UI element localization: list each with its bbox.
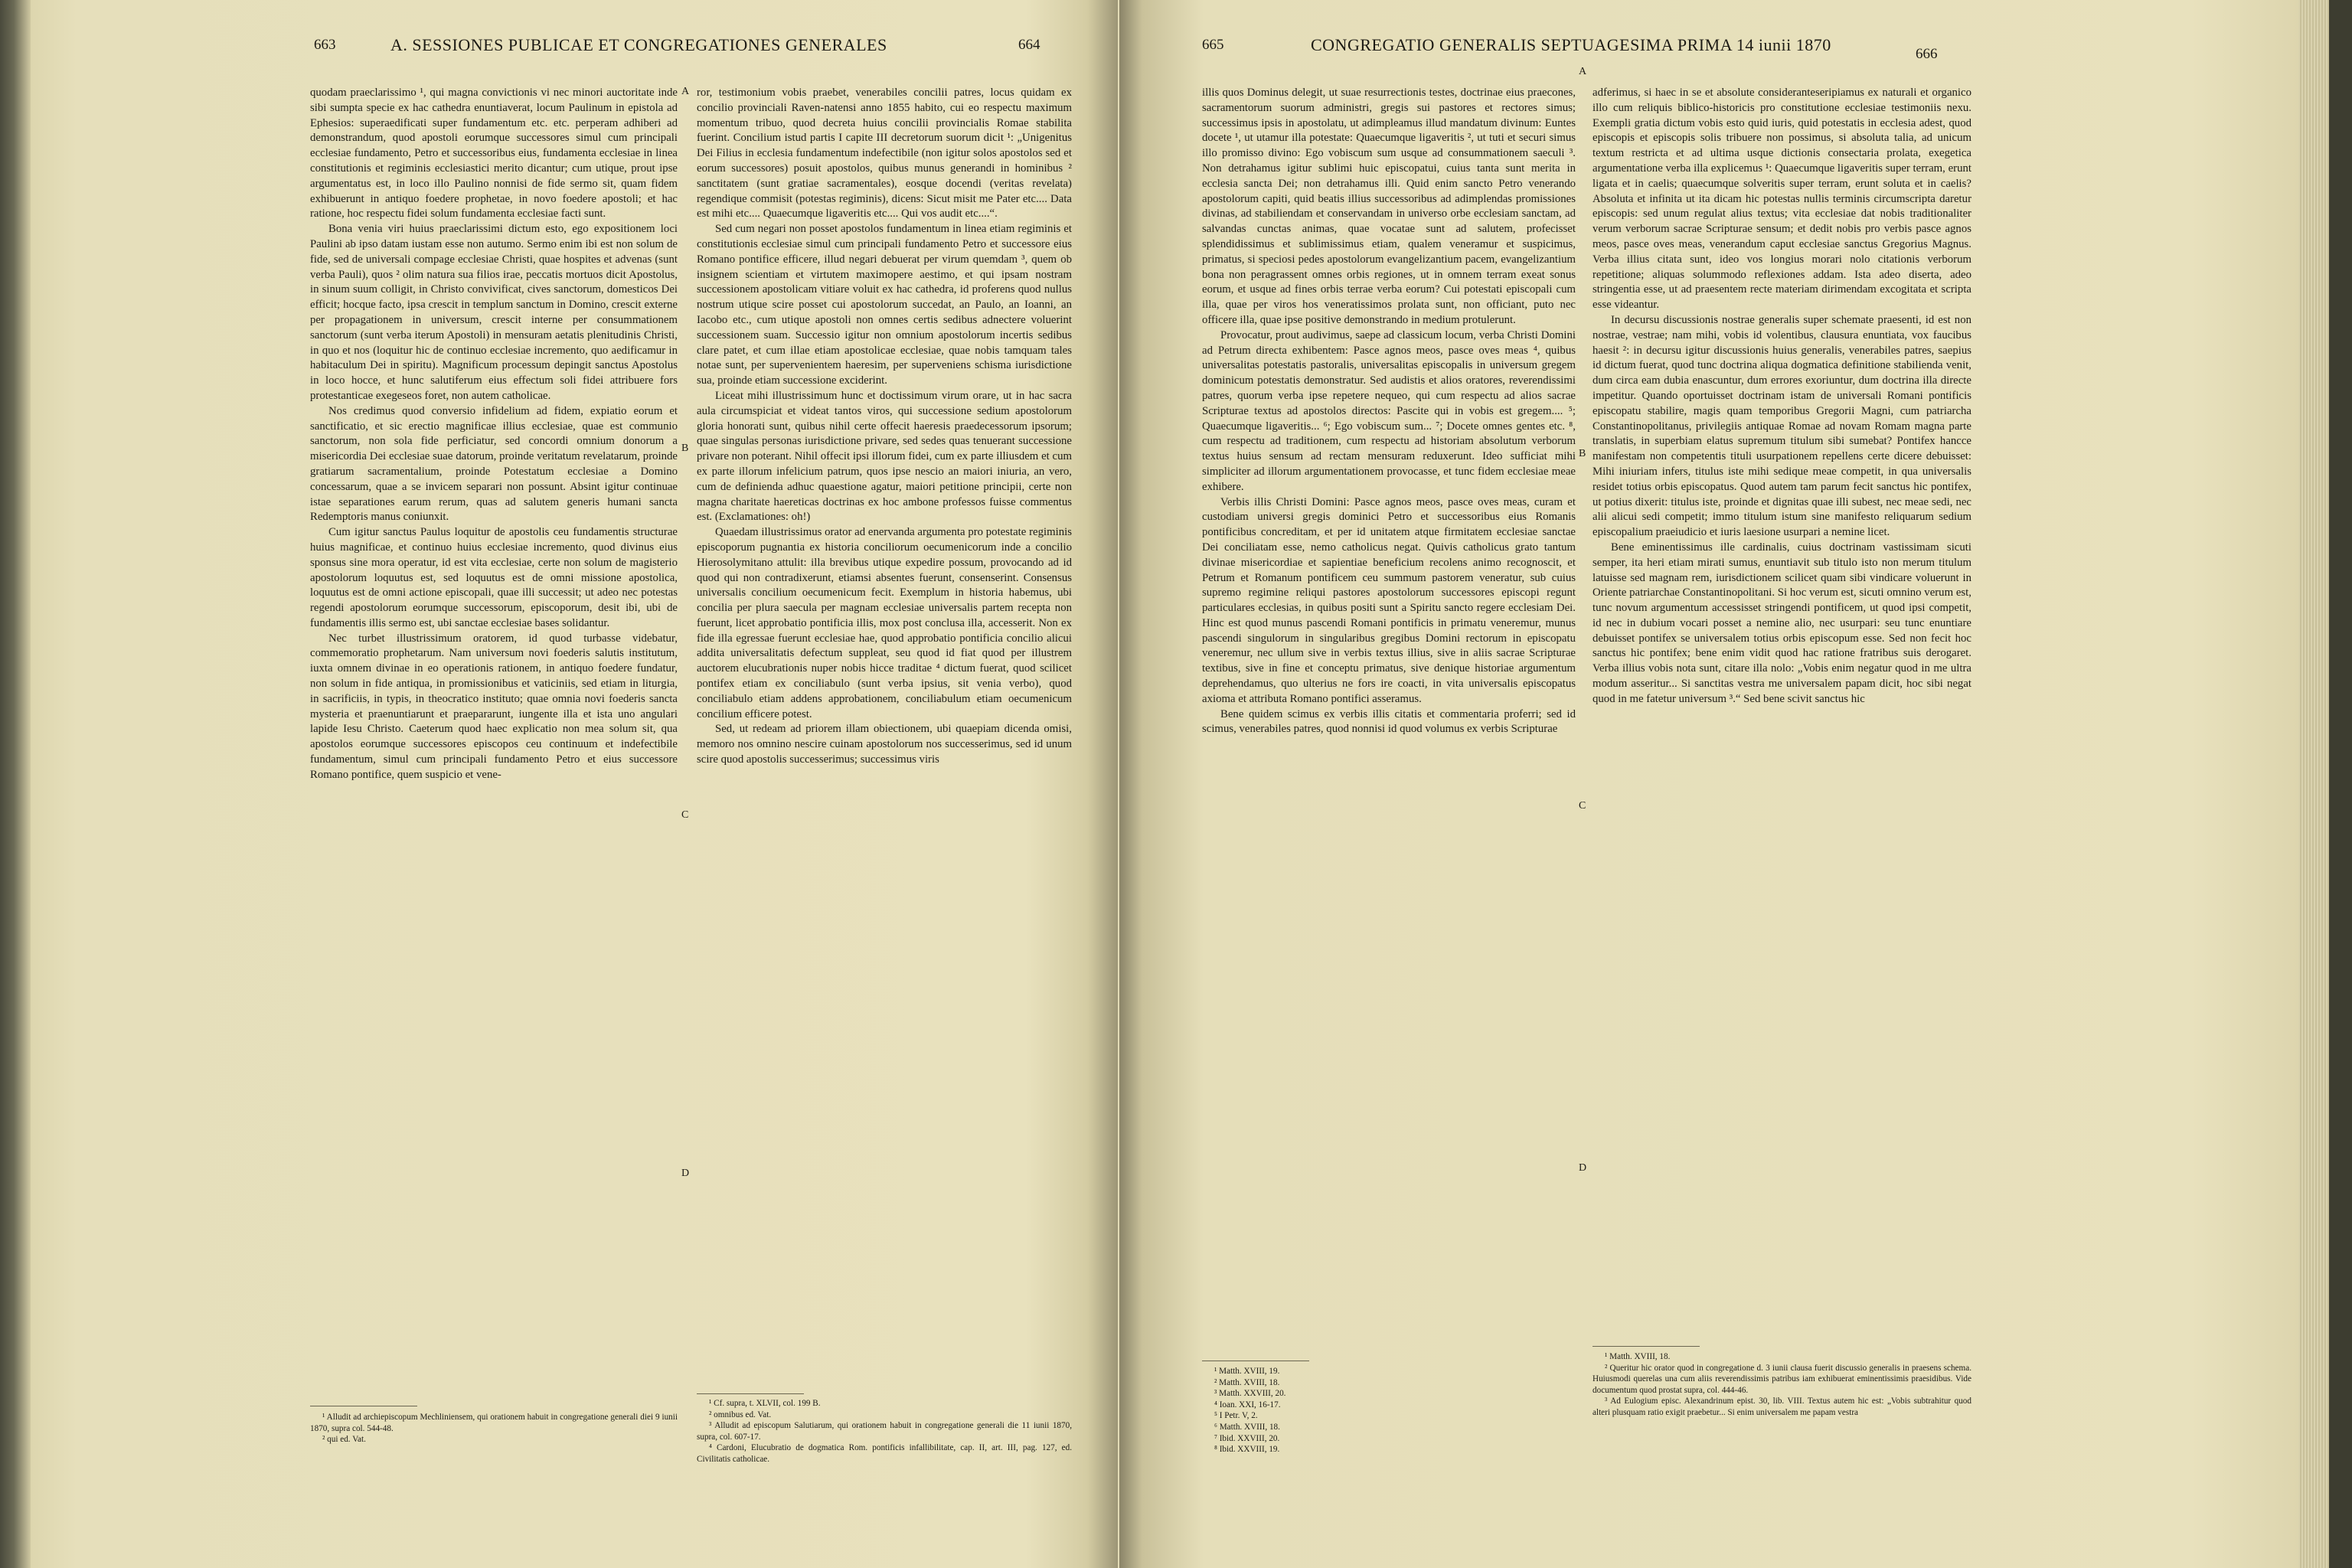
margin-letter: C (681, 809, 689, 821)
footnote: ² omnibus ed. Vat. (709, 1410, 772, 1419)
footnote: ⁵ I Petr. V, 2. (1214, 1411, 1258, 1421)
running-head: CONGREGATIO GENERALIS SEPTUAGESIMA PRIMA 14 iunii 1870 (1311, 35, 1831, 54)
paragraph: Bene quidem scimus ex verbis illis citatis et commentaria proferri; sed id scimus, venerabiles patres, quod nonnisi id quod volumus ex verbis Scripturae (1202, 707, 1576, 736)
margin-letter: D (1579, 1162, 1587, 1174)
footnote-rule (1592, 1346, 1700, 1347)
text-column-1 (1202, 86, 1576, 737)
paragraph: Liceat mihi illustrissimum hunc et doctissimum virum orare, ut in hac sacra aula circumspiciat et videat tantos viros, qui successione sedium apostolorum gloria honorati sunt, quibus nihil certe offecit haeresis praedecessorum ipsorum; quae singulas personas iurisdictione privare, sed sedes quas tenuerant successione privare non poterant. Nihil offecit ipsi illorum fidei, cum ex parte illiusdem et cum ex parte illorum infelicium patrum, quos ipse nescio an maiori iniuria, an vero, cum de definienda adhuc quaestione agatur, maiori petitione principii, certe non magna charitate haereticas doctrinas ex hoc ambone professos fuisse commentus est. (Exclamationes: oh!) (697, 389, 1072, 524)
footnote: ¹ Alludit ad archiepiscopum Mechliniensem, qui orationem habuit in congregatione generali diei 9 iunii 1870, supra col. 544-48. (310, 1413, 678, 1433)
margin-letter: B (681, 443, 689, 454)
page-edges (2298, 0, 2352, 1568)
running-head: A. SESSIONES PUBLICAE ET CONGREGATIONES GENERALES (390, 35, 887, 54)
margin-letter: B (1579, 448, 1586, 459)
footnote: ³ Matth. XXVIII, 20. (1214, 1389, 1286, 1399)
right-page (1119, 0, 2298, 1568)
paragraph: Sed, ut redeam ad priorem illam obiectionem, ubi quaepiam dicenda omisi, memoro nos omnino nescire cuinam apostolorum nos successerimus, sed id unum scire quod apostolis successerimus; successimus viris (697, 723, 1072, 766)
text-column-1 (310, 86, 678, 783)
margin-letter: D (681, 1168, 690, 1179)
paragraph: quodam praeclarissimo ¹, qui magna convictionis vi nec minori auctoritate inde sibi sumpta specie ex hac cathedra enuntiaverat, locum Paulinum in epistola ad Ephesios: superaedificati super fundamentum etc. etc. perperam adhiberi ad demonstrandum, quod apostoli eorumque successores simul cum principali ecclesiae fundamento, Petro et successoribus eius, fundamenta ecclesiae in linea constitutionis et regiminis ecclesiastici merito dicantur; cum utique, prout ipse argumentatus est, in loco illo Paulino nonnisi de fide sermo sit, quam fidem exhibuerunt in antiquo foedere prophetae, in novo foedere apostoli; et hac ratione, hoc respectu fidei solum fundamenta ecclesiae facti sunt. (310, 87, 678, 220)
margin-letter: A (681, 86, 690, 97)
footnotes (1592, 1351, 1971, 1419)
page-number: 665 (1202, 37, 1224, 53)
paragraph: Quaedam illustrissimus orator ad enervanda argumenta pro potestate regiminis episcoporum pugnantia ex historia conciliorum oecumenicorum inde a concilio Hierosolymitano attulit: illa brevibus utique expedire possum, provocando ad id quod qui non contradixerunt, etiamsi absentes fuerunt, consenserint. Consensus universalis concilium oecumenicum fecit. Exemplum in historia habemus, ubi concilia per plura saecula per magnam ecclesiae universalis partem recepta non fuerunt, licet approbatio pontificia illis, mox post conclusa illa, accesserit. Non ex fide illa egressae fuerunt ecclesiae hae, quod approbatio pontificia concilio alicui addita universalitatis defectum suppleat, seu quod id fiat quod per illustrem auctorem elucubrationis nuper nobis hicce traditae ⁴ dictum fuerat, quod scilicet pontifex etiam ex conciliabulo (sunt verba ipsius, sit venia verbo), quod conciliabulo etiam addens approbationem, conciliabulum etiam oecumenicum concilium efficere potest. (697, 526, 1072, 720)
footnotes (1202, 1366, 1576, 1455)
footnote-rule (697, 1393, 804, 1394)
footnote: ⁷ Ibid. XXVIII, 20. (1214, 1433, 1280, 1443)
margin-letter: C (1579, 800, 1586, 812)
margin-letter: A (1579, 66, 1587, 77)
paragraph: Bene eminentissimus ille cardinalis, cuius doctrinam vastissimam sicuti semper, ita heri etiam mirati sumus, enuntiavit sub titulo isto non merum titulum latuisse sed magnam rem, iurisdictionem scilicet quam sibi vindicare voluerunt in Oriente patriarchae Constantinopolitani. Si hoc verum est, sicuti omnino verum est, tunc novum argumentum accessisset stringendi pontificem, ut quod ipsi competit, id nec in dubium vocari posset a nemine alio, nec usurpari: seu tunc enuntiare debuisset pontifex se universalem totius orbis episcopum esse. Sed non fecit hoc sanctus hic pontifex; bene enim vidit quod hac ratione fratribus suis derogaret. Verba illius vobis nota sunt, citare illa nolo: „Vobis enim negatur quod in me ultra modum asseritur... Si sanctitas vestra me universalem papam dicit, hoc sibi negat quod in me fatetur universum ³.“ Sed bene scivit sanctus hic (1592, 541, 1971, 705)
footnotes (697, 1398, 1072, 1465)
paragraph: Provocatur, prout audivimus, saepe ad classicum locum, verba Christi Domini ad Petrum directa exhibentem: Pasce agnos meos, pasce oves meas ⁴, quibus universalitas potestatis pastoralis, universalitas episcopalis in universum gregem dominicum potestatis demonstratur. Sed audistis et alios oratores, reverendissimi patres, quorum verba ipse repetere nequeo, qui cum respectu ad alios sacrae Scripturae textus ad apostolos directos: Pascite qui in vobis est gregem.... ⁵; Quaecumque ligaveritis... ⁶; Ego vobiscum sum... ⁷; Docete omnes gentes etc. ⁸, cum respectu ad traditionem, cum respectu ad historiam absolutum verborum textus huius sensum ad rectam mensuram reduxerunt. Ideo sufficiat mihi simpliciter ad illorum argumentationem provocasse, et tunc fidem ecclesiae meae exhibere. (1202, 328, 1576, 493)
footnote: ¹ Cf. supra, t. XLVII, col. 199 B. (709, 1399, 821, 1408)
footnote: ⁸ Ibid. XXVIII, 19. (1214, 1445, 1280, 1455)
paragraph: illis quos Dominus delegit, ut suae resurrectionis testes, doctrinae eius praecones, sacramentorum suorum administri, gregis sui pastores et rectores simus; successimus ipsis in apostolatu, ut adimpleamus illud mandatum divinum: Euntes docete ¹, ut utamur illa potestate: Quaecumque ligaveritis ², ut tuti et securi simus illo promisso divino: Ego vobiscum sum usque ad consummationem saeculi ³. Non detrahamus igitur sublimi huic episcopatui, cuius tanta sunt merita in ecclesia sancta Dei; non detrahamus illi. Quid enim sancto Petro venerando apostolorum capiti, quid beatis illius successoribus ad adimplendas promissiones divinas, ad stabiliendam et conservandam in universo orbe ecclesiam sanctam, ad salvandas cunctas animas, quae vocatae sunt ad salutem, profecisset splendidissimus et sublimissimus etiam, qualem veneramur et suspicimus, primatus, si speciosi pedes apostolorum evangelizantium pacem, evangelizantium bona non peragrassent omnes orbis regiones, ut in omnem terram exeat sonus eorum, et usque ad fines orbis terrae verba eorum? Cui potestati episcopali cum illa, quae per viros hos veneratissimos prolata sunt, non officiant, puto nec officere illa, quae ipse positive demonstrando in medium protulerunt. (1202, 87, 1576, 326)
text-column-2 (697, 86, 1072, 768)
paragraph: Bona venia viri huius praeclarissimi dictum esto, ego expositionem loci Paulini ab ipso datam iustam esse non autumo. Sermo enim ibi est non solum de fide, sed de universali compage ecclesiae Christi, quae hospites et advenas (sunt verba Pauli), quos ² olim natura sua filios irae, peccatis mortuos dicit Apostolus, in sinum suum colligit, in Christo convivificat, cives sanctorum, domesticos Dei efficit; hocque facto, ipsa crescit in templum sanctum in Domino, crescit externe per propagationem in universum, crescit interne per consummationem sanctorum (sunt verba iterum Apostoli) in mensuram aetatis plenitudinis Christi, in quo et nos (loquitur hic de continuo ecclesiae incremento, quo aedificamur in habitaculum Dei in spiritu). Magnificum processum depingit sanctus Apostolus in loco hocce, et hunc salutiferum eius effectum soli fidei attribuere fors protestanticae exegeseos foret, non autem catholicae. (310, 223, 678, 402)
paragraph: ror, testimonium vobis praebet, venerabiles concilii patres, locus quidam ex concilio provinciali Raven-natensi anno 1855 habito, cui eo respectu maximum momentum tribuo, quod decreta huius concilii provincialis Romae stabilita fuerint. Concilium istud partis I capite III decretorum suorum dicit ¹: „Unigenitus Dei Filius in ecclesia fundamentum indefectibile (non igitur solos apostolos sed et eorum successores) posuit apostolos, quibus munus generandi in hominibus ² sanctitatem (sunt gratiae sacramentales), eosque docendi (veritas revelata) regendique commisit (potestas regiminis), dicens: Sicut misit me Pater etc.... Data est mihi etc.... Quaecumque ligaveritis etc.... Qui vos audit etc....“. (697, 87, 1072, 220)
footnote: ⁴ Ioan. XXI, 16-17. (1214, 1400, 1281, 1410)
paragraph: Nec turbet illustrissimum oratorem, id quod turbasse videbatur, commemoratio prophetarum. Nam universum novi foederis salutis institutum, iuxta omnem divinae in eo operationis rationem, in antiquo foedere fundatur, non solum in fide antiqua, in promissionibus et vaticiniis, sed etiam in liturgia, in sacrificiis, in typis, in theocratico instituto; quae omnia novi foederis sancta mysteria et praenuntiarunt et praepararunt, iungente illa et ista uno angulari lapide Iesu Christo. Caeterum quod haec explicatio non mea solum sit, qua apostolos eorumque successores episcopos ceu continuum et indefectibile fundamentum, simul cum principali fundamento Petro et eius successore Romano pontifice, quem suspicio et vene- (310, 632, 678, 781)
footnote: ³ Ad Eulogium episc. Alexandrinum epist. 30, lib. VIII. Textus autem hic est: „Vobis subtrahitur quod alteri plusquam ratio exigit praebetur... Si enim universalem me papam vestra (1592, 1396, 1971, 1417)
footnote: ² Matth. XVIII, 18. (1214, 1377, 1280, 1387)
paragraph: Nos credimus quod conversio infidelium ad fidem, expiatio eorum et sanctificatio, et sic erectio magnificae illius ecclesiae, quae est communio sanctorum, non sola fide perficiatur, sed concordi omnium donorum a misericordia Dei ecclesiae suae datorum, proinde veritatum revelatarum, proinde gratiarum sacramentalium, proinde Potestatum ecclesiae a Domino concessarum, quae a se invicem separari non possunt. Absint igitur continuae istae separationes earum rerum, quas ad salutem generis humani sancta Redemptoris manus coniunxit. (310, 404, 678, 524)
paragraph: adferimus, si haec in se et absolute consideranteseripiamus ex naturali et organico illo cum reliquis biblico-historicis pro constitutione ecclesiae testimoniis nexu. Exempli gratia dictum vobis esto quid iuris, quid potestatis in ecclesia adest, quod episcopis et episcopis solis tribuere non possimus, si absoluta talia, ad unicum textum restricta et ad ultima usque dictionis consectaria prolata, exegetica argumentatione verba illa explicemus ¹: Quaecumque ligaveritis super terram, erunt ligata et in caelis; quaecumque solveritis super terram, erunt soluta et in caelis? Absoluta et infinita ut ita dicam hic potestas nullis terminis circumscripta daretur episcopis: sed unum regulat alius textus; vita ecclesiae dat nobis traditionaliter verum verborum sacrae Scripturae sensum; et dedit nobis pro verbis pasce agnos meos, pasce oves meas, venerandum caput ecclesiae sanctus Gregorius Magnus. Verba illius citata sunt, ideo vos longius morari nolo citationis verborum repetitione; aliquas solummodo reflexiones addam. Ista adeo diserta, adeo stringentia esse, ut ad praesentem recte materiam dirimendam excogitata et scripta esse videantur. (1592, 87, 1971, 312)
footnote: ¹ Matth. XVIII, 18. (1605, 1352, 1671, 1361)
left-page (31, 0, 1118, 1568)
paragraph: Cum igitur sanctus Paulus loquitur de apostolis ceu fundamentis structurae huius magnificae, et continuo huius ecclesiae incremento, quod divinus eius sponsus sine mora operatur, id est vita ecclesiae, certe non solum de magisterio apostolorum loquutus est, sed loquutus est de omni missione apostolica, loquutus est de omni actione episcopali, quae illi successit; ut adeo nec potestas regendi apostolorum eorumque successorum, episcoporum, desit ibi, ubi de fundamentis illis sermo est, ubi sanctae ecclesiae bases solidantur. (310, 526, 678, 629)
page-number: 666 (1916, 46, 1938, 62)
paragraph: Sed cum negari non posset apostolos fundamentum in linea etiam regiminis et constitutionis ecclesiae simul cum principali fundamento Petro et successore eius Romano pontifice efficere, illud negari debuerat per virum quemdam ³, quem ob insignem scientiam et virtutem maximopere aestimo, et qui ipsam nostram successionem apostolicam vitiare voluit ex hac cathedra, id proferens quod nullus nostrum utique scire posset cui apostolorum succedat, an Paulo, an Ioanni, an Iacobo etc., cum utique apostoli non omnes certis sedibus adnectere voluerint successionem suam. Successio igitur non omnium apostolorum incertis sedibus clare patet, et cum illae etiam apostolicae ecclesiae, quae nobis tamquam tales notae sunt, per supervenientem haeresim, per superveniens schisma iurisdictione sua, proinde etiam successione exciderint. (697, 223, 1072, 387)
paragraph: In decursu discussionis nostrae generalis super schemate praesenti, id est non nostrae, vestrae; nam mihi, vobis id volentibus, clausura enuntiata, vox faucibus haesit ²: in decursu igitur discussionis huius generalis, venerabiles patres, saepius id dictum fuerat, quod tunc doctrina aliqua dogmatica definitione stabilienda venit, dum circa eam dubia enascuntur, dum errores exoriuntur, dum doctrina illa directe impetitur. Quando oportuisset doctrinam istam de universali Romani pontificis episcopatu stabilire, magis quam temporibus Gregorii Magni, cum patriarcha Constantinopolitanus, privilegiis antiquae Romae ad novam Romam magna parte translatis, in superbiam elatus supremum titulum sibi sumebat? Pontifex hancce manifestam non competentis tituli usurpationem repellens certe dicere debuisset: Mihi iniuriam infers, titulus iste mihi sedique meae competit, in qua universalis residet totius orbis episcopatus. Quod autem tam parum fecit sanctus hic pontifex, ut potius dixerit: titulus iste, proinde et dignitas quae illi subest, nec meae sedi, nec alii alicui sedi competit; immo titulum istum sine manifesto reliquarum sedium episcopalium praeiudicio et iuris laesione usurpari a nemine licet. (1592, 313, 1971, 539)
paragraph: Verbis illis Christi Domini: Pasce agnos meos, pasce oves meas, curam et custodiam universi gregis dominici Petro et successoribus eius Romanis pontificibus concreditam, et per id unitatem atque firmitatem ecclesiae sanctae Dei conciliatam esse, nemo catholicus negat. Quivis catholicus grato tantum divinae misericordiae et sapientiae beneficium recolens animo recognoscit, et Petrum et Romanum pontificem ceu summum pastorem veneratur, sub cuius supremo regimine reliqui pastores apostolorum successores episcopi regunt particulares ecclesias, in quibus positi sunt a Spiritu sancto regere ecclesiam Dei. Hinc est quod munus pascendi Romani pontificis in primatu veneremur, munus pascendi singulorum in singularibus gregibus Domini rectorum in episcopatu veneremur, nec ullum sive in verbis textus illius, sive in aliis sacrae Scripturae textibus, sive in fine et conceptu primatus, sive denique historiae argumentum deprehendamus, quo ulterius ne fors ire coacti, in vita universalis episcopatus axioma et attributa Romano pontifici asseramus. (1202, 495, 1576, 705)
footnote: ⁶ Matth. XVIII, 18. (1214, 1422, 1280, 1432)
footnote: ³ Alludit ad episcopum Salutiarum, qui orationem habuit in congregatione generali die 11 iunii 1870, supra, col. 607-17. (697, 1421, 1072, 1442)
footnotes (310, 1412, 678, 1446)
footnote: ⁴ Cardoni, Elucubratio de dogmatica Rom. pontificis infallibilitate, cap. II, art. III, pag. 127, ed. Civilitatis catholicae. (697, 1443, 1072, 1464)
footnote: ² Queritur hic orator quod in congregatione d. 3 iunii clausa fuerit discussio generalis in praesens schema. Huiusmodi querelas una cum aliis reverendissimis patribus iam exhibuerat eminentissimis praesidibus. Vide documentum quod prostat supra, col. 444-46. (1592, 1363, 1971, 1395)
page-number: 663 (314, 37, 336, 53)
text-column-2 (1592, 86, 1971, 707)
page-number: 664 (1018, 37, 1040, 53)
footnote: ² qui ed. Vat. (322, 1435, 366, 1445)
footnote: ¹ Matth. XVIII, 19. (1214, 1367, 1280, 1376)
